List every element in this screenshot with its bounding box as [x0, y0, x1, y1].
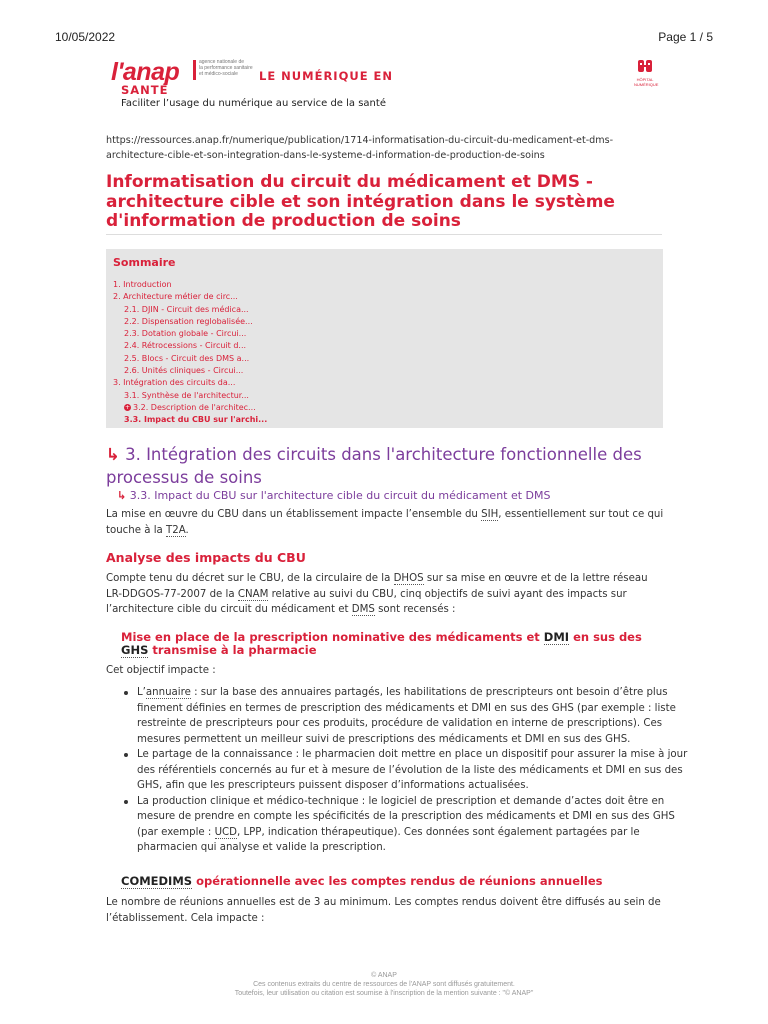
analysis-paragraph — [106, 571, 666, 618]
impacts-list — [106, 685, 697, 856]
text: L’ — [137, 687, 146, 698]
toc-item[interactable]: 2.2. Dispensation reglobalisée... — [124, 316, 253, 326]
abbr-ucd[interactable]: UCD — [214, 826, 238, 838]
intro-paragraph — [106, 507, 666, 538]
text: sont recensés : — [374, 604, 456, 615]
text: La production clinique et médico-technique : le logiciel de prescription et demande d’actes doit être en mesure de prendre en compte les spécificités de la prescription des médicaments et DMI en sus des GHS (par exemple : — [137, 795, 675, 838]
abbr-cnam[interactable]: CNAM — [237, 588, 269, 600]
toc-item-expandable[interactable] — [113, 402, 656, 414]
table-of-contents — [106, 249, 663, 428]
anap-logo: l'anap — [111, 58, 180, 86]
toc-item[interactable]: 2.6. Unités cliniques - Circui... — [124, 366, 244, 376]
return-arrow-icon: ↳ — [117, 489, 127, 502]
toc-item[interactable]: 3. Intégration des circuits da... — [113, 378, 236, 388]
abbr-dhos[interactable]: DHOS — [393, 573, 424, 584]
toc-item[interactable]: 2.3. Dotation globale - Circui... — [124, 329, 247, 339]
impacts-label: Cet objectif impacte : — [106, 665, 216, 676]
print-date: 10/05/2022 — [55, 30, 116, 44]
text: en sus des — [569, 630, 642, 644]
toc-item[interactable]: 2.5. Blocs - Circuit des DMS a... — [124, 353, 250, 363]
text: Compte tenu du décret sur le CBU, de la circulaire de la — [106, 573, 394, 584]
abbr-annuaire[interactable]: annuaire — [145, 687, 191, 698]
abbr-ghs[interactable]: GHS — [121, 643, 149, 657]
text: , LPP, indication thérapeutique). Ces données sont également partagées par le pharmacien qui analyse et valide la prescription. — [137, 826, 640, 853]
abbr-comedims[interactable]: COMEDIMS — [121, 874, 193, 888]
toc-item[interactable]: 2.4. Rétrocessions - Circuit d... — [124, 341, 247, 351]
abbr-t2a[interactable]: T2A — [166, 524, 186, 536]
list-item — [137, 794, 697, 856]
text: . — [185, 524, 189, 536]
abbr-dms[interactable]: DMS — [351, 604, 375, 615]
logo-subtitle-line: la performance sanitaire — [199, 65, 253, 71]
abbr-sih[interactable]: SIH — [481, 509, 499, 520]
text: Mise en place de la prescription nominative des médicaments et — [121, 630, 544, 644]
footer-line: Ces contenus extraits du centre de ressources de l'ANAP sont diffusés gratuitement. — [253, 981, 515, 988]
text: : sur la base des annuaires partagés, les habilitations de prescripteurs ont besoin d’être plus finement définies en termes de prescription des médicaments et DMI en sus des GHS (par exemple : liste restreinte de prescripteurs pour ces produits, procédure de validation en interne de prescriptions). Ces mesures permettent un meilleur suivi de prescriptions des médicaments et DMI en sus des GHS. — [137, 687, 676, 745]
plus-circle-icon[interactable]: + — [124, 403, 131, 411]
subsection-heading-text: 3.3. Impact du CBU sur l'architecture cible du circuit du médicament et DMS — [129, 489, 551, 502]
logo-subtitle-line: et médico-sociale — [199, 71, 238, 77]
subsection-heading — [117, 489, 677, 502]
footer-line: Toutefois, leur utilisation ou citation est soumise à l'inscription de la mention suivante : "© ANAP" — [234, 990, 534, 997]
list-item: Le partage de la connaissance : le pharmacien doit mettre en place un dispositif pour assurer la mise à jour des référentiels concernés au fur et à mesure de l’évolution de la liste des médicaments et DMI en sus des GHS, afin que les prescripteurs puissent disposer d’informations actualisées. — [137, 747, 697, 794]
brand-line-2: SANTÉ — [121, 83, 169, 97]
toc-item-label: 3.2. Description de l'architec... — [133, 402, 256, 412]
badge-text-1: HÔPITAL — [636, 77, 654, 82]
text: opérationnelle avec les comptes rendus de réunions annuelles — [192, 874, 603, 888]
hopital-numerique-badge — [634, 58, 659, 87]
abbr-dmi[interactable]: DMI — [543, 630, 570, 644]
text: sur sa mise en œuvre et de la lettre réseau LR-DDGOS-77-2007 de la — [106, 573, 648, 600]
logo-separator — [193, 60, 196, 80]
text: , essentiellement sur tout ce qui touche à la — [106, 509, 664, 536]
page-footer — [0, 971, 768, 998]
closing-paragraph: Le nombre de réunions annuelles est de 3 au minimum. Les comptes rendus doivent être diffusés au sein de l’établissement. Cela impacte : — [106, 897, 661, 924]
footer-copyright: © ANAP — [371, 972, 397, 979]
page-title: Informatisation du circuit du médicament et DMS - architecture cible et son intégration dans le système d'information de production de soins — [106, 172, 615, 231]
toc-item[interactable]: 3.1. Synthèse de l'architectur... — [124, 390, 249, 400]
text: transmise à la pharmacie — [148, 643, 317, 657]
tagline: Faciliter l’usage du numérique au service de la santé — [121, 98, 386, 109]
title-divider — [106, 234, 662, 235]
objective-heading — [121, 875, 661, 888]
toc-item[interactable]: 1. Introduction — [113, 280, 172, 289]
text: relative au suivi du CBU, cinq objectifs de suivi ayant des impacts sur l’architecture cible du circuit du médicament et — [106, 588, 627, 615]
analysis-heading: Analyse des impacts du CBU — [106, 550, 306, 565]
brand-line-1: LE NUMÉRIQUE EN — [259, 69, 394, 83]
toc-item-current[interactable]: 3.3. Impact du CBU sur l'archi... — [124, 415, 268, 425]
badge-text-2: NUMÉRIQUE — [634, 82, 659, 87]
section-heading — [106, 443, 666, 489]
page-number: Page 1 / 5 — [658, 30, 713, 44]
text: La mise en œuvre du CBU dans un établissement impacte l’ensemble du — [106, 509, 482, 520]
toc-item[interactable]: 2.1. DJIN - Circuit des médica... — [124, 304, 249, 314]
toc-item[interactable]: 2. Architecture métier de circ... — [113, 292, 238, 302]
toc-heading: Sommaire — [113, 256, 176, 269]
objective-heading — [121, 631, 661, 657]
return-arrow-icon: ↳ — [106, 445, 120, 464]
logo-subtitle — [199, 59, 259, 77]
logo-subtitle-line: agence nationale de — [199, 59, 245, 65]
list-item — [137, 685, 697, 747]
section-heading-text: 3. Intégration des circuits dans l'architecture fonctionnelle des processus de soins — [106, 445, 642, 487]
hospital-icon — [637, 59, 653, 73]
source-url[interactable]: https://ressources.anap.fr/numerique/publication/1714-informatisation-du-circuit-du-medicament-et-dms-architecture-cible-et-son-integration-dans-le-systeme-d-information-de-production-de-soins — [106, 135, 614, 161]
